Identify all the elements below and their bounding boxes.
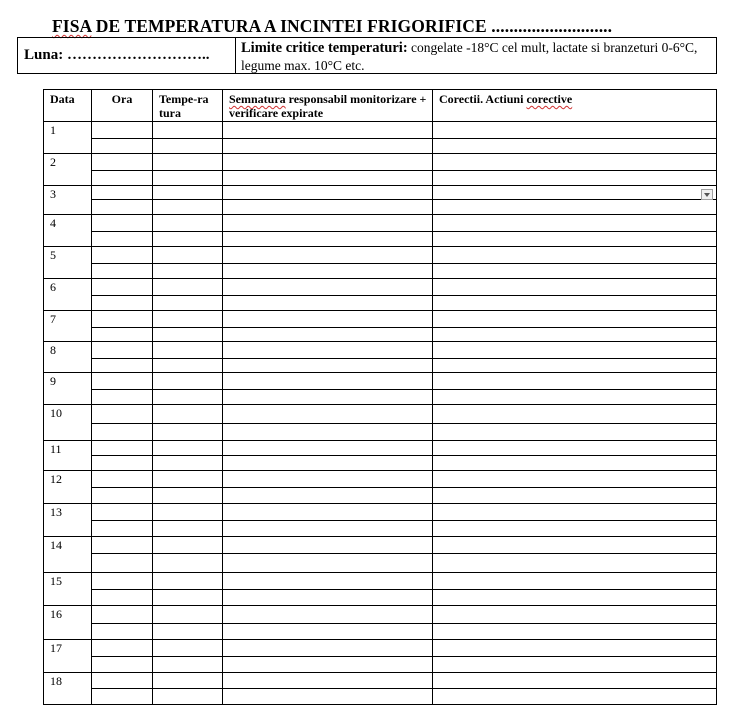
signature-cell[interactable]	[223, 673, 433, 689]
day-number: 16	[44, 606, 92, 640]
corrective-action-cell[interactable]	[433, 441, 717, 456]
day-number: 15	[44, 573, 92, 606]
signature-cell[interactable]	[223, 606, 433, 624]
ora-cell[interactable]	[92, 264, 153, 279]
table-row	[44, 232, 717, 247]
ora-cell[interactable]	[92, 154, 153, 171]
temperature-cell[interactable]	[153, 606, 223, 624]
table-row	[44, 606, 717, 624]
temperature-cell[interactable]	[153, 359, 223, 373]
corrective-action-cell[interactable]	[433, 424, 717, 441]
corrective-action-cell[interactable]	[433, 154, 717, 171]
ora-cell[interactable]	[92, 186, 153, 200]
critical-limits-text: congelate -18°C cel mult, lactate si branzeturi 0-6°C, legume max. 10°C etc.	[241, 40, 698, 73]
temperature-cell[interactable]	[153, 342, 223, 359]
day-number: 14	[44, 537, 92, 573]
ora-cell[interactable]	[92, 359, 153, 373]
table-row	[44, 657, 717, 673]
spellcheck-word: FISA	[52, 16, 92, 36]
month-blank: ………………………..	[66, 47, 210, 63]
corrective-action-cell[interactable]	[433, 521, 717, 537]
corrective-action-cell[interactable]	[433, 311, 717, 328]
temperature-cell[interactable]	[153, 296, 223, 311]
day-number: 8	[44, 342, 92, 373]
corrective-action-cell[interactable]	[433, 200, 717, 215]
corrective-action-cell[interactable]	[433, 328, 717, 342]
ora-cell[interactable]	[92, 606, 153, 624]
ora-cell[interactable]	[92, 139, 153, 154]
temperature-cell[interactable]	[153, 247, 223, 264]
day-number: 18	[44, 673, 92, 705]
corrective-action-cell[interactable]	[433, 342, 717, 359]
temperature-cell[interactable]	[153, 186, 223, 200]
corrective-action-cell[interactable]	[433, 296, 717, 311]
corrective-action-cell[interactable]	[433, 405, 717, 424]
table-row	[44, 215, 717, 232]
header-semnatura-rest: responsabil monitorizare + verificare expirate	[229, 92, 427, 120]
signature-cell[interactable]	[223, 122, 433, 139]
corrective-action-cell[interactable]	[433, 471, 717, 488]
ora-cell[interactable]	[92, 171, 153, 186]
signature-cell[interactable]	[223, 573, 433, 590]
signature-cell[interactable]	[223, 504, 433, 521]
temperature-cell[interactable]	[153, 573, 223, 590]
day-number: 9	[44, 373, 92, 405]
ora-cell[interactable]	[92, 328, 153, 342]
signature-cell[interactable]	[223, 215, 433, 232]
corrective-action-cell[interactable]	[433, 139, 717, 154]
temperature-cell[interactable]	[153, 215, 223, 232]
ora-cell[interactable]	[92, 279, 153, 296]
signature-cell[interactable]	[223, 624, 433, 640]
table-row	[44, 504, 717, 521]
corrective-action-cell[interactable]	[433, 657, 717, 673]
header-ora: Ora	[92, 90, 153, 122]
table-body	[44, 122, 717, 705]
header-temperatura: Tempe-ra tura	[153, 90, 223, 122]
table-row	[44, 154, 717, 171]
table-row	[44, 139, 717, 154]
corrective-action-cell[interactable]	[433, 537, 717, 554]
corrective-action-cell[interactable]	[433, 122, 717, 139]
table-row	[44, 456, 717, 471]
header-corectii-start: Corectii. Actiuni	[439, 92, 527, 106]
corrective-action-cell[interactable]	[433, 264, 717, 279]
ora-cell[interactable]	[92, 373, 153, 390]
signature-cell[interactable]	[223, 139, 433, 154]
table-row	[44, 640, 717, 657]
temperature-cell[interactable]	[153, 373, 223, 390]
spellcheck-word: Semnatura	[229, 92, 286, 106]
corrective-action-cell[interactable]	[433, 279, 717, 296]
signature-cell[interactable]	[223, 200, 433, 215]
critical-limits-cell	[236, 38, 716, 73]
critical-limits-label: Limite critice temperaturi:	[241, 40, 408, 56]
table-row	[44, 424, 717, 441]
ora-cell[interactable]	[92, 624, 153, 640]
month-label: Luna:	[24, 47, 67, 63]
corrective-action-cell[interactable]	[433, 488, 717, 504]
table-row	[44, 554, 717, 573]
temperature-cell[interactable]	[153, 122, 223, 139]
temperature-cell[interactable]	[153, 279, 223, 296]
corrective-action-cell[interactable]	[433, 359, 717, 373]
day-number: 12	[44, 471, 92, 504]
ora-cell[interactable]	[92, 342, 153, 359]
temperature-cell[interactable]	[153, 264, 223, 279]
temperature-cell[interactable]	[153, 673, 223, 689]
ora-cell[interactable]	[92, 689, 153, 705]
table-row	[44, 311, 717, 328]
corrective-action-cell[interactable]	[433, 573, 717, 590]
ora-cell[interactable]	[92, 504, 153, 521]
day-number: 2	[44, 154, 92, 186]
ora-cell[interactable]	[92, 122, 153, 139]
signature-cell[interactable]	[223, 390, 433, 405]
ora-cell[interactable]	[92, 657, 153, 673]
temperature-cell[interactable]	[153, 456, 223, 471]
ora-cell[interactable]	[92, 424, 153, 441]
ora-cell[interactable]	[92, 673, 153, 689]
temperature-log-table	[43, 89, 717, 705]
ora-cell[interactable]	[92, 573, 153, 590]
signature-cell[interactable]	[223, 521, 433, 537]
table-row	[44, 573, 717, 590]
signature-cell[interactable]	[223, 154, 433, 171]
signature-cell[interactable]	[223, 405, 433, 424]
table-row	[44, 296, 717, 311]
table-row	[44, 279, 717, 296]
temperature-cell[interactable]	[153, 657, 223, 673]
signature-cell[interactable]	[223, 232, 433, 247]
corrective-action-cell[interactable]	[433, 689, 717, 705]
document-title-rest: DE TEMPERATURA A INCINTEI FRIGORIFICE ...........................	[91, 16, 613, 36]
day-number: 13	[44, 504, 92, 537]
temperature-cell[interactable]	[153, 424, 223, 441]
temperature-cell[interactable]	[153, 232, 223, 247]
day-number: 10	[44, 405, 92, 441]
signature-cell[interactable]	[223, 456, 433, 471]
corrective-action-cell[interactable]	[433, 247, 717, 264]
table-row	[44, 390, 717, 405]
day-number: 11	[44, 441, 92, 471]
temperature-cell[interactable]	[153, 537, 223, 554]
temperature-cell[interactable]	[153, 139, 223, 154]
day-number: 3	[44, 186, 92, 215]
ora-cell[interactable]	[92, 390, 153, 405]
corrective-action-cell[interactable]	[433, 456, 717, 471]
signature-cell[interactable]	[223, 471, 433, 488]
temperature-cell[interactable]	[153, 311, 223, 328]
temperature-cell[interactable]	[153, 521, 223, 537]
ora-cell[interactable]	[92, 232, 153, 247]
temperature-cell[interactable]	[153, 590, 223, 606]
ora-cell[interactable]	[92, 311, 153, 328]
signature-cell[interactable]	[223, 186, 433, 200]
ora-cell[interactable]	[92, 554, 153, 573]
signature-cell[interactable]	[223, 296, 433, 311]
ora-cell[interactable]	[92, 247, 153, 264]
spellcheck-word: corective	[526, 92, 573, 106]
temperature-cell[interactable]	[153, 471, 223, 488]
temperature-cell[interactable]	[153, 154, 223, 171]
ora-cell[interactable]	[92, 215, 153, 232]
table-row	[44, 247, 717, 264]
table-row	[44, 521, 717, 537]
table-row	[44, 624, 717, 640]
signature-cell[interactable]	[223, 689, 433, 705]
temperature-cell[interactable]	[153, 200, 223, 215]
header-info-table	[17, 37, 717, 74]
corrective-action-cell[interactable]	[433, 171, 717, 186]
ora-cell[interactable]	[92, 471, 153, 488]
signature-cell[interactable]	[223, 247, 433, 264]
temperature-cell[interactable]	[153, 441, 223, 456]
ora-cell[interactable]	[92, 521, 153, 537]
table-row	[44, 471, 717, 488]
signature-cell[interactable]	[223, 373, 433, 390]
temperature-cell[interactable]	[153, 624, 223, 640]
day-number: 4	[44, 215, 92, 247]
signature-cell[interactable]	[223, 554, 433, 573]
signature-cell[interactable]	[223, 328, 433, 342]
signature-cell[interactable]	[223, 657, 433, 673]
corrective-action-cell[interactable]	[433, 590, 717, 606]
table-row	[44, 537, 717, 554]
temperature-cell[interactable]	[153, 328, 223, 342]
ora-cell[interactable]	[92, 456, 153, 471]
month-field[interactable]	[18, 38, 236, 73]
temperature-cell[interactable]	[153, 171, 223, 186]
table-row	[44, 405, 717, 424]
table-row	[44, 264, 717, 279]
day-number: 6	[44, 279, 92, 311]
header-data: Data	[44, 90, 92, 122]
ora-cell[interactable]	[92, 488, 153, 504]
table-row	[44, 373, 717, 390]
corrective-action-cell[interactable]	[433, 373, 717, 390]
temperature-cell[interactable]	[153, 689, 223, 705]
signature-cell[interactable]	[223, 359, 433, 373]
signature-cell[interactable]	[223, 424, 433, 441]
corrective-action-cell[interactable]	[433, 640, 717, 657]
table-row	[44, 328, 717, 342]
document-title	[52, 16, 612, 37]
corrective-action-cell[interactable]	[433, 186, 717, 200]
day-number: 17	[44, 640, 92, 673]
temperature-cell[interactable]	[153, 405, 223, 424]
corrective-action-cell[interactable]	[433, 673, 717, 689]
signature-cell[interactable]	[223, 488, 433, 504]
table-row	[44, 342, 717, 359]
ora-cell[interactable]	[92, 296, 153, 311]
table-row	[44, 673, 717, 689]
temperature-cell[interactable]	[153, 488, 223, 504]
corrective-action-cell[interactable]	[433, 504, 717, 521]
corrective-action-cell[interactable]	[433, 554, 717, 573]
signature-cell[interactable]	[223, 342, 433, 359]
dropdown-arrow-icon[interactable]	[701, 189, 713, 200]
table-row	[44, 122, 717, 139]
ora-cell[interactable]	[92, 200, 153, 215]
temperature-cell[interactable]	[153, 554, 223, 573]
table-row	[44, 689, 717, 705]
corrective-action-cell[interactable]	[433, 390, 717, 405]
table-row	[44, 186, 717, 200]
table-row	[44, 171, 717, 186]
ora-cell[interactable]	[92, 405, 153, 424]
signature-cell[interactable]	[223, 171, 433, 186]
signature-cell[interactable]	[223, 640, 433, 657]
table-row	[44, 441, 717, 456]
day-number: 7	[44, 311, 92, 342]
signature-cell[interactable]	[223, 264, 433, 279]
table-row	[44, 359, 717, 373]
temperature-cell[interactable]	[153, 640, 223, 657]
table-row	[44, 590, 717, 606]
signature-cell[interactable]	[223, 441, 433, 456]
ora-cell[interactable]	[92, 441, 153, 456]
corrective-action-cell[interactable]	[433, 215, 717, 232]
day-number: 1	[44, 122, 92, 154]
signature-cell[interactable]	[223, 590, 433, 606]
table-row	[44, 200, 717, 215]
ora-cell[interactable]	[92, 537, 153, 554]
signature-cell[interactable]	[223, 279, 433, 296]
corrective-action-cell[interactable]	[433, 232, 717, 247]
table-row	[44, 488, 717, 504]
signature-cell[interactable]	[223, 311, 433, 328]
temperature-cell[interactable]	[153, 504, 223, 521]
header-corectii	[433, 90, 717, 122]
temperature-cell[interactable]	[153, 390, 223, 405]
ora-cell[interactable]	[92, 590, 153, 606]
header-semnatura	[223, 90, 433, 122]
corrective-action-cell[interactable]	[433, 624, 717, 640]
signature-cell[interactable]	[223, 537, 433, 554]
day-number: 5	[44, 247, 92, 279]
ora-cell[interactable]	[92, 640, 153, 657]
corrective-action-cell[interactable]	[433, 606, 717, 624]
table-header-row	[44, 90, 717, 122]
